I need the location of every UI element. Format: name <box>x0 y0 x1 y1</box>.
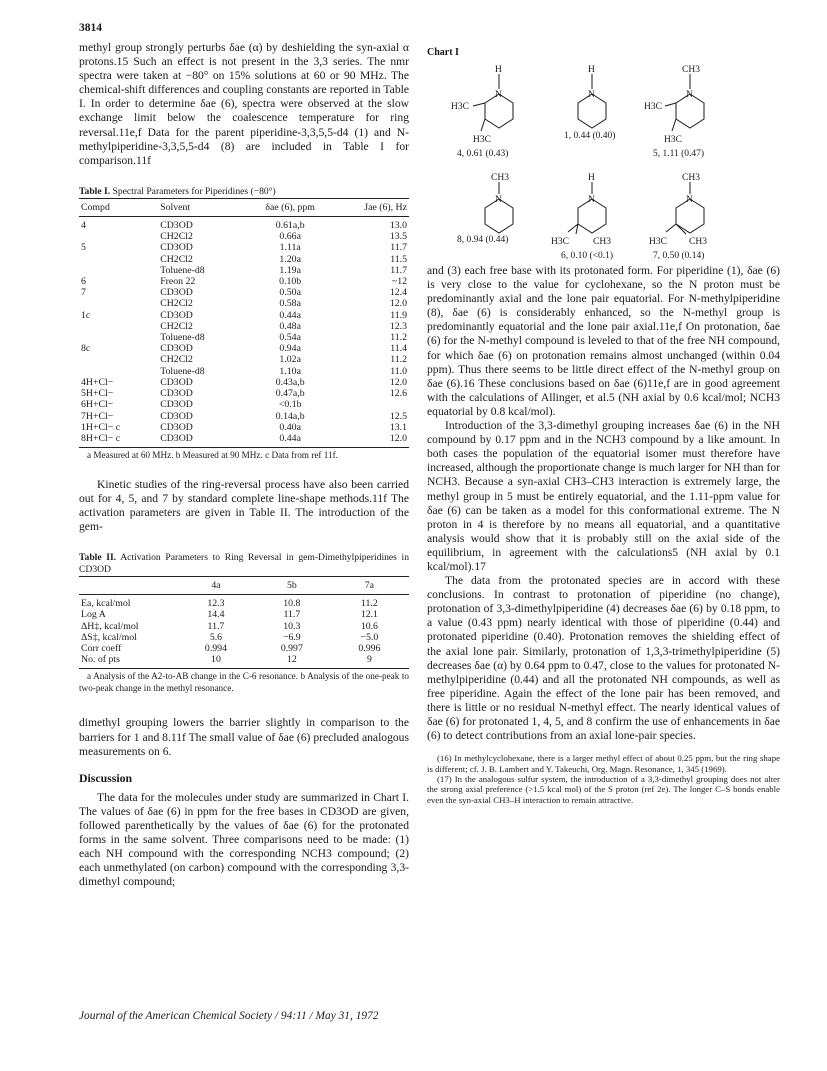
table-cell: 13.5 <box>389 231 407 243</box>
chart-label: N <box>495 90 502 100</box>
table-cell: CD3OD <box>160 388 193 400</box>
table-cell: CD3OD <box>160 399 193 411</box>
table-cell: Toluene-d8 <box>160 365 205 377</box>
table-1-row <box>79 354 409 365</box>
chart-label: H3C <box>551 237 569 247</box>
table-1-row <box>79 411 409 422</box>
table-cell: 1.19a <box>279 264 301 276</box>
table-cell: 5.6 <box>209 631 223 643</box>
chart-label: N <box>495 195 502 205</box>
table-cell: 0.44a <box>244 433 336 448</box>
table-cell: CH2Cl2 <box>160 298 193 310</box>
dimethyl-paragraph: dimethyl grouping lowers the barrier slightly in comparison to the barriers for 1 and 8.11f The small value of δae (6) precluded analogous measurements on 6. <box>79 716 409 758</box>
right-column <box>427 264 780 805</box>
table-cell: 0.94a <box>279 343 301 355</box>
footnote-16: (16) In methylcyclohexane, there is a larger methyl effect of about 0.25 ppm, but the ring shape is different; cf. J. B. Lambert and Y. Takeuchi, Org. Magn. Resonance, 1, 345 (1969). <box>427 753 780 774</box>
table-cell: 10 <box>178 654 254 669</box>
chart-label: H <box>588 173 595 183</box>
journal-footer: Journal of the American Chemical Society / 94:11 / May 31, 1972 <box>79 1010 379 1022</box>
table-1-header: Jae (6), Hz <box>336 198 409 216</box>
footnote-17: (17) In the analogous sulfur system, the introduction of a 3,3-dimethyl grouping does not alter the strong axial preference (>1.5 kcal mol) of the S proton (ref 2e). The longer C–S bonds enable even the syn-axial CH3–H interaction to remain attractive. <box>427 774 780 805</box>
table-cell: 4H+Cl− <box>81 376 114 388</box>
table-cell: Ea, kcal/mol <box>81 598 131 610</box>
table-cell: 6 <box>81 276 86 288</box>
table-1-header: Solvent <box>158 198 244 216</box>
left-column <box>79 41 409 889</box>
table-cell: 11.2 <box>361 598 378 610</box>
chart-label: CH3 <box>593 237 611 247</box>
table-cell: 1c <box>81 309 91 321</box>
table-cell <box>79 254 158 265</box>
table-cell: 1.02a <box>279 354 301 366</box>
chart-label: 4, 0.61 (0.43) <box>457 149 509 159</box>
chart-label: CH3 <box>682 65 700 75</box>
table-cell: ΔS‡, kcal/mol <box>81 631 137 643</box>
table-1-row <box>79 276 409 287</box>
discussion-paragraph: The data for the molecules under study are summarized in Chart I. The values of δae (6) in ppm for the free bases in CD3OD are given, followed parenthetically by the values of δae (6) for the protonated forms in the same solvent. Three comparisons need to be made: (1) each NH compound with the corresponding NCH3 compound; (2) each unmethylated (on carbon) compound with the corresponding 3,3-dimethyl compound; <box>79 790 409 889</box>
table-2-row <box>79 609 409 620</box>
table-cell: 12.0 <box>389 376 407 388</box>
table-cell: 0.47a,b <box>275 388 305 400</box>
chart-label: 8, 0.94 (0.44) <box>457 235 509 245</box>
table-1-row <box>79 231 409 242</box>
chart-label: N <box>686 195 693 205</box>
table-cell: 13.0 <box>389 220 407 232</box>
chart-label: CH3 <box>689 237 707 247</box>
table-2-header: 4a <box>178 576 254 594</box>
table-cell: 1.10a <box>279 365 301 377</box>
table-1-header: δae (6), ppm <box>244 198 336 216</box>
table-1-row <box>79 254 409 265</box>
chart-label: H3C <box>649 237 667 247</box>
table-1-row <box>79 265 409 276</box>
table-cell: 0.54a <box>279 332 301 344</box>
table-1-caption <box>79 186 409 198</box>
table-cell: 10.3 <box>283 620 301 632</box>
table-1-row <box>79 366 409 377</box>
table-2-grid <box>79 576 409 669</box>
table-cell: 0.40a <box>279 421 301 433</box>
table-cell: No. of pts <box>79 654 178 669</box>
table-cell: 5 <box>81 242 86 254</box>
table-cell: 0.44a <box>279 309 301 321</box>
table-cell: 10.8 <box>283 598 301 610</box>
chart-label: H <box>588 65 595 75</box>
chart-label: 1, 0.44 (0.40) <box>564 131 616 141</box>
chart-label: 7, 0.50 (0.14) <box>653 251 705 261</box>
table-cell: Log A <box>81 609 106 621</box>
table-1-label: Table I. <box>79 185 111 197</box>
page-number: 3814 <box>79 22 102 34</box>
table-cell: −6.9 <box>282 631 301 643</box>
table-cell: 0.43a,b <box>275 376 305 388</box>
table-cell: 0.997 <box>280 643 303 654</box>
table-cell: 8H+Cl− c <box>79 433 158 448</box>
table-cell: 6H+Cl− <box>81 399 114 411</box>
table-cell: CD3OD <box>160 309 193 321</box>
table-cell: CH2Cl2 <box>160 320 193 332</box>
table-2-label: Table II. <box>79 551 117 563</box>
table-1-row <box>79 287 409 298</box>
table-cell: 11.5 <box>390 253 407 265</box>
table-cell: 11.7 <box>390 264 407 276</box>
intro-paragraph: methyl group strongly perturbs δae (α) by deshielding the syn-axial α protons.15 Such an effect is not present in the 3,3 series. The nmr spectra were taken at −80° on 15% solutions at 60 or 90 MHz. The chemical-shift differences and coupling constants are reported in Table I. In order to determine δae (6), spectra were observed at the slow exchange limit below the coalescence temperature for ring reversal.11e,f Data for the parent piperidine-3,3,5,5-d4 (1) and N-methylpiperidine-3,3,5,5-d4 (8) are included in Table I for comparison.11f <box>79 41 409 167</box>
table-cell: 12.3 <box>389 320 407 332</box>
chart-i-structures <box>427 56 780 266</box>
table-cell <box>79 332 158 343</box>
chart-label: N <box>588 195 595 205</box>
chart-label: H3C <box>451 102 469 112</box>
table-cell: 9 <box>330 654 409 669</box>
table-cell: CH2Cl2 <box>160 231 193 243</box>
table-2-row <box>79 643 409 654</box>
table-cell: ΔH‡, kcal/mol <box>81 620 139 632</box>
table-cell: Toluene-d8 <box>160 264 205 276</box>
table-cell: 12.0 <box>389 298 407 310</box>
table-cell: CD3OD <box>160 376 193 388</box>
table-2-header: 7a <box>330 576 409 594</box>
chart-label: H3C <box>473 135 491 145</box>
table-2-row <box>79 621 409 632</box>
right-paragraph-3: The data from the protonated species are in accord with these conclusions. In contrast to protonation of piperidine (no change), protonation of 3,3-dimethylpiperidine (4) decreases δae (6) by 0.18 ppm, to a value (0.43 ppm) nearly identical with those of piperidine (0.44) and protonated piperidine (0.40). Protonation removes the shielding effect of the axial lone pair. Similarly, protonation of 1,3,3-trimethylpiperidine (5) decreases δae (α) by 0.64 ppm to 0.47, close to the values for protonated N-methylpiperidine (0.44) and all the protonated NH compounds, as well as free piperidine. Again the effect of the lone pair has been removed, and there is little or no residual N-methyl effect. The nearly identical values of δae (6) for protonated 1, 4, 5, and 8 confirm the use of enhancements in δae (6) to detect contributions from an axial lone-pair species. <box>427 574 780 743</box>
chart-label: 5, 1.11 (0.47) <box>653 149 705 159</box>
chart-label: CH3 <box>491 173 509 183</box>
table-cell: CD3OD <box>160 287 193 299</box>
chart-label: H3C <box>664 135 682 145</box>
table-2-title: Activation Parameters to Ring Reversal in gem-Dimethylpiperidines in CD3OD <box>79 551 410 575</box>
table-1-title: Spectral Parameters for Piperidines (−80°) <box>112 185 276 197</box>
chart-label: N <box>686 90 693 100</box>
table-cell: Corr coeff <box>81 643 122 654</box>
table-cell: 0.10b <box>279 276 302 288</box>
table-cell: CD3OD <box>160 421 193 433</box>
right-paragraph-1: and (3) each free base with its protonated form. For piperidine (1), δae (6) is very close to the value for cyclohexane, so the N proton must be predominantly axial and the lone pair equatorial. For N-methylpiperidine (8), δae (6) is considerably enhanced, so the N-methyl group is predominantly equatorial and the lone pair axial.11e,f On protonation, δae (6) for the N-methyl compound is leveled to that of the free NH compound, for which δae (6) on protonation remains almost unchanged (within 0.04 ppm). Thus there seems to be little direct effect of the N-methyl group on δae (6).16 These conclusions based on δae (6)11e,f are in good agreement with the calculations of Allinger, et al.5 (NH axial by 0.6 kcal/mol; NCH3 equatorial by 0.8 kcal/mol). <box>427 264 780 418</box>
table-1-row <box>79 332 409 343</box>
table-cell: 12.0 <box>336 433 409 448</box>
table-cell: 8c <box>81 343 91 355</box>
table-2-footnote: a Analysis of the A2-to-AB change in the C-6 resonance. b Analysis of the one-peak to two-peak change in the methyl resonance. <box>79 671 409 693</box>
table-cell: 11.4 <box>390 343 407 355</box>
table-cell: 11.2 <box>390 332 407 344</box>
table-cell: 0.48a <box>279 320 301 332</box>
chart-label: H3C <box>644 102 662 112</box>
table-cell: 0.58a <box>279 298 301 310</box>
table-2-header <box>79 576 178 594</box>
table-cell: 11.7 <box>283 609 301 621</box>
table-cell: 11.9 <box>390 309 407 321</box>
table-cell <box>79 265 158 276</box>
table-cell: 11.7 <box>207 620 225 632</box>
table-cell: CD3OD <box>158 433 244 448</box>
table-1-row <box>79 399 409 410</box>
table-1-row <box>79 433 409 448</box>
table-cell: CD3OD <box>160 220 193 232</box>
table-cell: 1.20a <box>279 253 301 265</box>
table-cell <box>79 321 158 332</box>
footnotes <box>427 753 780 805</box>
table-1-row <box>79 388 409 399</box>
table-2-row <box>79 654 409 669</box>
table-2 <box>79 552 409 694</box>
chart-title: Chart I <box>427 47 459 58</box>
table-cell: 11.2 <box>390 354 407 366</box>
table-1-row <box>79 217 409 232</box>
table-1-row <box>79 310 409 321</box>
table-cell: 12.4 <box>389 287 407 299</box>
table-cell: 7 <box>81 287 86 299</box>
table-cell: 0.66a <box>279 231 301 243</box>
table-cell: 12 <box>254 654 330 669</box>
table-cell: CD3OD <box>160 410 193 422</box>
table-1-row <box>79 242 409 253</box>
table-cell <box>336 399 409 410</box>
table-cell: 12.3 <box>207 598 225 610</box>
table-1-row <box>79 343 409 354</box>
table-cell: 13.1 <box>389 421 407 433</box>
table-cell: 11.0 <box>390 365 407 377</box>
kinetic-paragraph: Kinetic studies of the ring-reversal process have also been carried out for 4, 5, and 7 by standard complete line-shape methods.11f The activation parameters are given in Table II. The introduction of the gem- <box>79 477 409 533</box>
table-cell: 0.50a <box>279 287 301 299</box>
table-cell: <0.1b <box>278 399 302 411</box>
discussion-heading: Discussion <box>79 770 133 785</box>
table-cell: ~12 <box>391 276 407 288</box>
table-1-row <box>79 321 409 332</box>
table-cell: 12.5 <box>389 410 407 422</box>
table-cell: CH2Cl2 <box>160 253 193 265</box>
table-1-row <box>79 298 409 309</box>
table-cell <box>79 366 158 377</box>
table-cell: 5H+Cl− <box>81 388 114 400</box>
table-2-header: 5b <box>254 576 330 594</box>
chart-label: 6, 0.10 (<0.1) <box>561 251 614 261</box>
table-2-row <box>79 632 409 643</box>
right-paragraph-2: Introduction of the 3,3-dimethyl grouping increases δae (6) in the NH compound by 0.17 ppm and in the NCH3 compound by a like amount. In both cases the population of the equatorial isomer must therefore have increased, although the proportionate change is much larger for NH than for NCH3. Because a syn-axial CH3–CH3 interaction is extremely large, the methyl group in 5 must be entirely equatorial, and the 1.11-ppm value for δae (6) can be taken as a model for this conformational extreme. The N proton in 4 is therefore by no means all equatorial, and a quantitative analysis would show that it is probably still on the axial side of the equilibrium, in agreement with the calculations5 (NH axial by 0.1 kcal/mol).17 <box>427 419 780 573</box>
table-cell: 10.6 <box>360 620 378 632</box>
table-cell <box>79 354 158 365</box>
table-cell: Toluene-d8 <box>160 332 205 344</box>
table-cell: CD3OD <box>160 343 193 355</box>
table-2-row <box>79 595 409 610</box>
table-cell: 11.7 <box>390 242 407 254</box>
table-cell: 1.11a <box>279 242 301 254</box>
table-cell: 12.1 <box>360 609 378 621</box>
table-1-footnote: a Measured at 60 MHz. b Measured at 90 MHz. c Data from ref 11f. <box>87 450 338 461</box>
table-cell: 7H+Cl− <box>81 410 114 422</box>
table-cell: 12.6 <box>389 388 407 400</box>
table-cell: 14.4 <box>207 609 225 621</box>
table-1 <box>79 186 409 462</box>
table-cell: CH2Cl2 <box>160 354 193 366</box>
chart-label: N <box>588 90 595 100</box>
table-cell: 0.14a,b <box>275 410 305 422</box>
table-cell: 4 <box>81 220 86 232</box>
table-cell: 0.994 <box>204 643 227 654</box>
table-cell: Freon 22 <box>160 276 196 288</box>
chart-label: CH3 <box>682 173 700 183</box>
table-2-caption <box>79 552 409 576</box>
table-1-header: Compd <box>79 198 158 216</box>
table-cell <box>79 231 158 242</box>
chart-label: H <box>495 65 502 75</box>
table-1-row <box>79 377 409 388</box>
table-1-grid <box>79 198 409 448</box>
table-cell: 0.996 <box>358 643 381 654</box>
table-cell: 1H+Cl− c <box>81 421 121 433</box>
table-cell: −5.0 <box>360 631 379 643</box>
table-1-row <box>79 422 409 433</box>
table-cell <box>79 298 158 309</box>
table-cell: CD3OD <box>160 242 193 254</box>
table-cell: 0.61a,b <box>275 220 305 232</box>
